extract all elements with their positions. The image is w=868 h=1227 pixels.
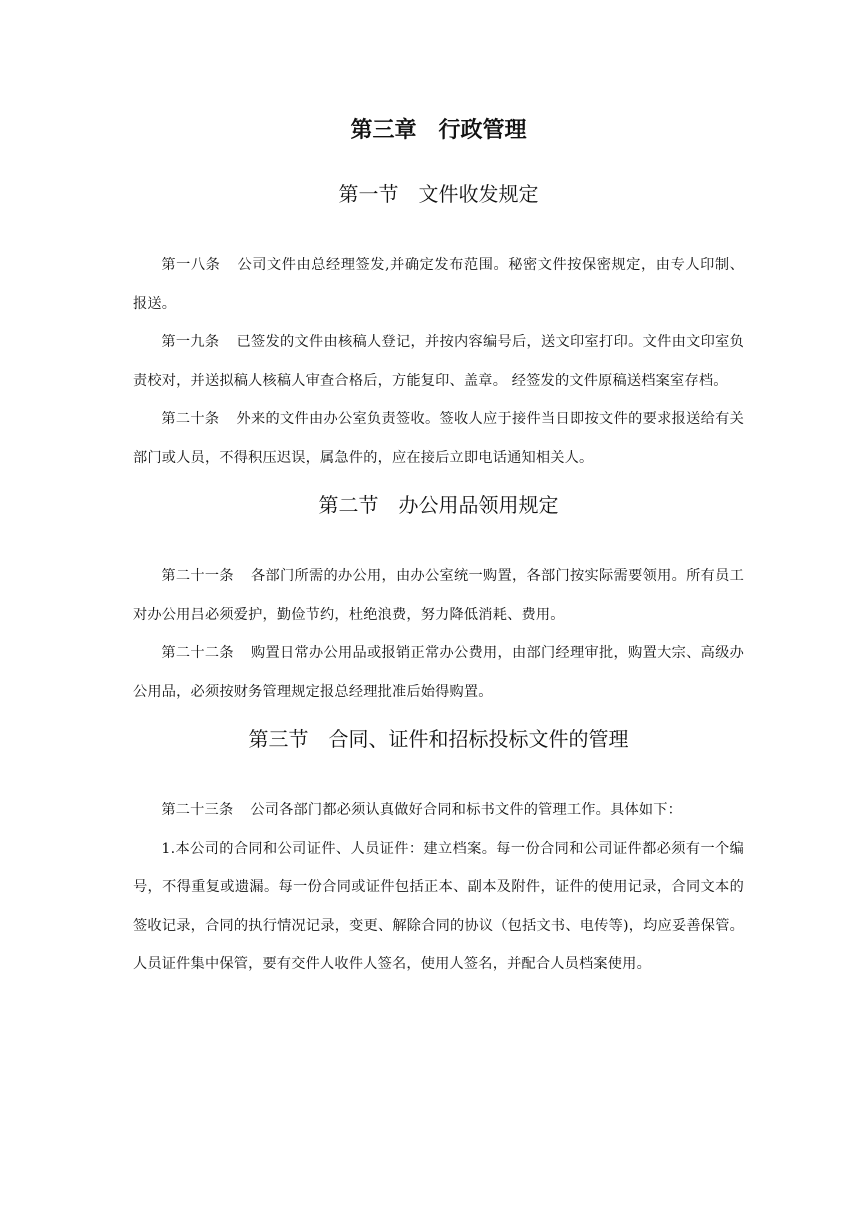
article-21 (133, 557, 744, 634)
article-text: 各部门所需的办公用，由办公室统一购置，各部门按实际需要领用。所有员工对办公用吕必须爱护，勤俭节约，杜绝浪费，努力降低消耗、费用。 (133, 568, 744, 623)
article-text: 1.本公司的合同和公司证件、人员证件：建立档案。每一份合同和公司证件都必须有一个编号，不得重复或遗漏。每一份合同或证件包括正本、副本及附件，证件的使用记录，合同文本的签收记录，合同的执行情况记录，变更、解除合同的协议（包括文书、电传等)，均应妥善保管。人员证件集中保管，要有交件人收件人签名，使用人签名，并配合人员档案使用。 (133, 840, 744, 972)
article-label: 第二十三条 (161, 802, 234, 818)
article-22 (133, 634, 744, 711)
section-title-1: 第一节 文件收发规定 (338, 182, 539, 206)
article-label: 第二十二条 (161, 645, 234, 661)
article-19 (133, 323, 744, 400)
article-text: 公司各部门都必须认真做好合同和标书文件的管理工作。具体如下： (250, 802, 683, 818)
article-20 (133, 400, 744, 477)
article-label: 第一八条 (161, 257, 221, 273)
chapter-title: 第三章 行政管理 (350, 117, 527, 143)
article-text: 公司文件由总经理签发,并确定发布范围。秘密文件按保密规定，由专人印制、报送。 (133, 257, 744, 312)
article-label: 第二十一条 (161, 568, 234, 584)
article-label: 第一九条 (161, 334, 220, 350)
article-label: 第二十条 (161, 411, 220, 427)
section-body-2 (133, 557, 744, 711)
section-title-3: 第三节 合同、证件和招标投标文件的管理 (248, 727, 629, 751)
article-18 (133, 246, 744, 323)
list-item-1 (133, 830, 744, 984)
section-body-3 (133, 791, 744, 984)
section-title-2: 第二节 办公用品领用规定 (318, 493, 559, 517)
article-text: 购置日常办公用品或报销正常办公费用，由部门经理审批，购置大宗、高级办公用品，必须按财务管理规定报总经理批准后始得购置。 (133, 645, 744, 700)
article-text: 已签发的文件由核稿人登记，并按内容编号后，送文印室打印。文件由文印室负责校对，并送拟稿人核稿人审查合格后，方能复印、盖章。 经签发的文件原稿送档案室存档。 (133, 334, 744, 389)
article-text: 外来的文件由办公室负责签收。签收人应于接件当日即按文件的要求报送给有关部门或人员，不得积压迟误，属急件的，应在接后立即电话通知相关人。 (133, 411, 744, 466)
article-23 (133, 791, 744, 830)
section-body-1 (133, 246, 744, 477)
